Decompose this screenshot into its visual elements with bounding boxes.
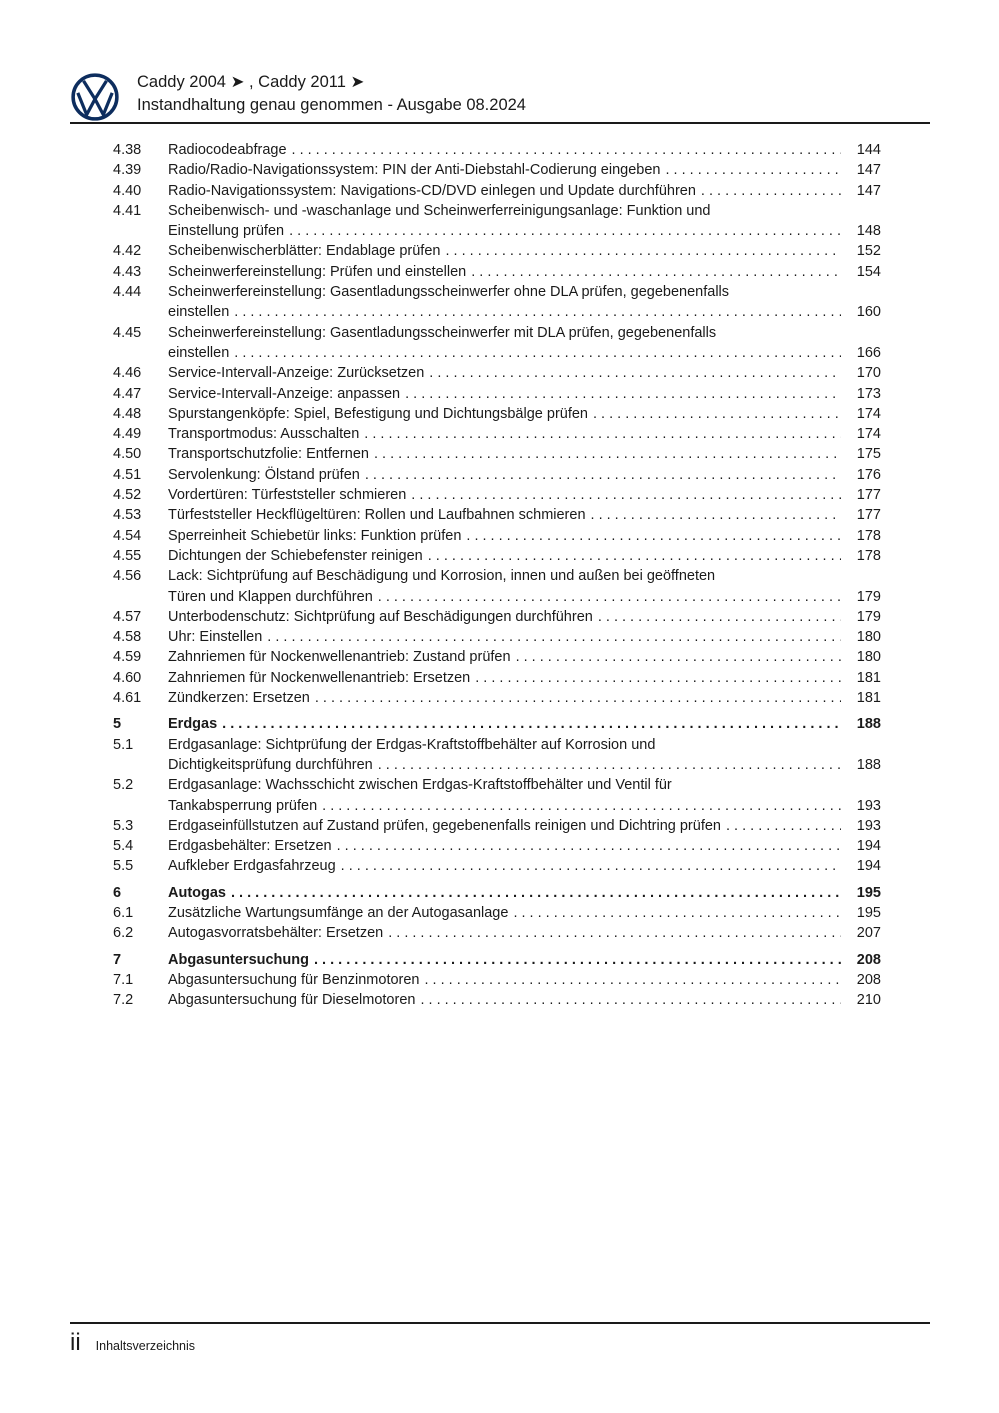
- dot-leader: [262, 627, 841, 647]
- toc-entry: [113, 140, 881, 160]
- dot-leader: [287, 140, 841, 160]
- toc-entry-lines: [168, 970, 881, 990]
- toc-entry-title: Erdgasanlage: Wachsschicht zwischen Erdgas-Kraftstoffbehälter und Ventil für: [168, 777, 672, 794]
- toc-entry-number: 4.54: [113, 527, 142, 544]
- toc-entry-number: 4.57: [113, 608, 142, 625]
- toc-entry-title: Abgasuntersuchung für Benzinmotoren: [168, 971, 420, 988]
- toc-entry-page: 178: [856, 527, 881, 544]
- dot-leader: [400, 384, 841, 404]
- toc-entry-page: 174: [856, 405, 881, 422]
- dot-leader: [332, 836, 841, 856]
- toc-entry: [113, 607, 881, 627]
- toc-entry-title: Radiocodeabfrage: [168, 142, 287, 158]
- toc-entry-lines: [168, 775, 881, 816]
- toc-entry-lines: [168, 836, 881, 856]
- toc-entry-title: Service-Intervall-Anzeige: Zurücksetzen: [168, 365, 425, 382]
- toc-entry-page: 173: [856, 385, 881, 402]
- toc-entry-number: 4.43: [113, 263, 142, 280]
- dot-leader: [229, 302, 841, 322]
- dot-leader: [229, 343, 841, 363]
- toc-entry: [113, 970, 881, 990]
- toc-entry-page: 178: [856, 547, 881, 564]
- header-model-line: Caddy 2004 ➤ , Caddy 2011 ➤: [137, 73, 365, 91]
- toc-entry-number: 4.59: [113, 649, 142, 666]
- toc-entry-lines: [168, 201, 881, 242]
- toc-entry-number: 5.2: [113, 777, 134, 794]
- toc-entry: [113, 903, 881, 923]
- toc-entry-page: 177: [856, 507, 881, 524]
- toc-entry-number: 4.56: [113, 568, 142, 585]
- toc-entry-number: 6: [113, 884, 122, 901]
- toc-entry-lines: [168, 903, 881, 923]
- toc-entry-page: 181: [856, 690, 881, 707]
- toc-entry-lines: [168, 282, 881, 323]
- toc-entry: [113, 816, 881, 836]
- toc-entry-title: Scheinwerfereinstellung: Gasentladungsscheinwerfer ohne DLA prüfen, gegebenenfalls: [168, 284, 730, 301]
- toc-entry-page: 144: [856, 142, 881, 158]
- toc-entry-page: 180: [856, 649, 881, 666]
- toc-entry-title: Erdgaseinfüllstutzen auf Zustand prüfen, gegebenenfalls reinigen und Dichtring prüfen: [168, 817, 721, 834]
- dot-leader: [440, 241, 841, 261]
- toc-entry: [113, 883, 881, 903]
- toc-entry: [113, 647, 881, 667]
- toc-entry-lines: [168, 505, 881, 525]
- toc-entry: [113, 688, 881, 708]
- toc-entry: [113, 160, 881, 180]
- toc-entry-title: Zahnriemen für Nockenwellenantrieb: Ersetzen: [168, 669, 471, 686]
- toc-entry: [113, 775, 881, 816]
- toc-entry-title: Scheinwerfereinstellung: Gasentladungsscheinwerfer mit DLA prüfen, gegebenenfalls: [168, 324, 717, 341]
- toc-entry: [113, 923, 881, 943]
- toc-entry: [113, 424, 881, 444]
- toc-entry-number: 4.55: [113, 547, 142, 564]
- toc-entry-number: 4.45: [113, 324, 142, 341]
- toc-entry-lines: [168, 566, 881, 607]
- toc-entry-number: 4.58: [113, 629, 142, 646]
- toc-entry-lines: [168, 181, 881, 201]
- toc-entry: [113, 566, 881, 607]
- toc-entry-page: 193: [856, 817, 881, 834]
- toc-entry-page: 188: [856, 716, 881, 733]
- toc-entry-number: 6.2: [113, 925, 134, 942]
- toc-entry: [113, 668, 881, 688]
- toc-entry-lines: [168, 714, 881, 734]
- toc-entry-lines: [168, 444, 881, 464]
- toc-entry-lines: [168, 384, 881, 404]
- toc-entry-page: 154: [856, 263, 881, 280]
- toc-entry-number: 6.1: [113, 904, 134, 921]
- vw-logo-icon: [70, 72, 120, 122]
- dot-leader: [511, 647, 841, 667]
- toc-entry-lines: [168, 546, 881, 566]
- footer-section-label: Inhaltsverzeichnis: [95, 1339, 196, 1353]
- header-divider: [70, 122, 930, 124]
- toc-entry-page: 194: [856, 858, 881, 875]
- toc-entry-page: 181: [856, 669, 881, 686]
- toc-entry-number: 4.41: [113, 202, 142, 219]
- toc-entry-title: Radio/Radio-Navigationssystem: PIN der Anti-Diebstahl-Codierung eingeben: [168, 162, 661, 179]
- toc-entry-number: 4.48: [113, 405, 142, 422]
- toc-entry-page: 170: [856, 365, 881, 382]
- toc-entry-lines: [168, 688, 881, 708]
- toc-entry-title: Lack: Sichtprüfung auf Beschädigung und Korrosion, innen und außen bei geöffneten: [168, 568, 716, 585]
- toc-entry-lines: [168, 668, 881, 688]
- toc-entry: [113, 384, 881, 404]
- toc-entry-title: Spurstangenköpfe: Spiel, Befestigung und Dichtungsbälge prüfen: [168, 405, 588, 422]
- toc-entry-page: 210: [856, 992, 881, 1009]
- toc-entry: [113, 444, 881, 464]
- toc-entry-number: 5.5: [113, 858, 134, 875]
- dot-leader: [359, 424, 841, 444]
- toc-entry: [113, 735, 881, 776]
- toc-entry-number: 4.46: [113, 365, 142, 382]
- toc-entry-number: 4.38: [113, 142, 142, 158]
- toc-entry-lines: [168, 485, 881, 505]
- toc-entry-lines: [168, 607, 881, 627]
- toc-entry: [113, 201, 881, 242]
- toc-entry-title: Erdgasbehälter: Ersetzen: [168, 838, 332, 855]
- toc-entry: [113, 950, 881, 970]
- dot-leader: [696, 181, 841, 201]
- toc-entry: [113, 282, 881, 323]
- toc-entry-lines: [168, 883, 881, 903]
- toc-entry-number: 4.51: [113, 466, 142, 483]
- toc-entry-title: Zündkerzen: Ersetzen: [168, 690, 310, 707]
- dot-leader: [420, 970, 842, 990]
- toc-entry-page: 179: [856, 608, 881, 625]
- toc-entry-title: Türfeststeller Heckflügeltüren: Rollen und Laufbahnen schmieren: [168, 507, 586, 524]
- toc-entry: [113, 546, 881, 566]
- toc-entry-page: 147: [856, 162, 881, 179]
- dot-leader: [360, 465, 841, 485]
- toc-entry-lines: [168, 950, 881, 970]
- toc-entry-number: 7.1: [113, 971, 134, 988]
- toc-entry: [113, 526, 881, 546]
- toc-entry-lines: [168, 323, 881, 364]
- toc-entry-title: Dichtigkeitsprüfung durchführen: [168, 756, 373, 773]
- toc-entry-title: Erdgasanlage: Sichtprüfung der Erdgas-Kraftstoffbehälter auf Korrosion und: [168, 736, 656, 753]
- toc-entry-title: Transportschutzfolie: Entfernen: [168, 446, 369, 463]
- toc-entry-lines: [168, 647, 881, 667]
- toc-entry: [113, 465, 881, 485]
- toc-entry-number: 4.42: [113, 243, 142, 260]
- toc-entry: [113, 836, 881, 856]
- dot-leader: [309, 950, 841, 970]
- dot-leader: [284, 221, 841, 241]
- dot-leader: [317, 796, 841, 816]
- page-header: [70, 71, 930, 122]
- toc-entry-title: Einstellung prüfen: [168, 223, 285, 240]
- toc-entry-page: 188: [856, 756, 881, 773]
- toc-entry-lines: [168, 160, 881, 180]
- header-text: [137, 71, 526, 117]
- toc-entry-lines: [168, 735, 881, 776]
- toc-entry: [113, 856, 881, 876]
- toc-entry-page: 208: [856, 951, 881, 968]
- dot-leader: [217, 714, 841, 734]
- toc-entry-number: 5: [113, 716, 122, 733]
- toc-entry: [113, 181, 881, 201]
- dot-leader: [466, 262, 841, 282]
- toc-entry-title: Scheibenwisch- und -waschanlage und Scheinwerferreinigungsanlage: Funktion und: [168, 202, 711, 219]
- toc-entry: [113, 363, 881, 383]
- toc-entry-page: 194: [856, 838, 881, 855]
- toc-entry-title: Aufkleber Erdgasfahrzeug: [168, 858, 336, 875]
- toc-entry-page: 208: [856, 971, 881, 988]
- toc-entry-number: 4.40: [113, 182, 142, 199]
- toc-entry-title: Zahnriemen für Nockenwellenantrieb: Zustand prüfen: [168, 649, 511, 666]
- toc-entry-title: Autogasvorratsbehälter: Ersetzen: [168, 925, 384, 942]
- toc-entry-number: 4.52: [113, 487, 142, 504]
- dot-leader: [593, 607, 841, 627]
- toc-entry-lines: [168, 990, 881, 1010]
- toc-entry: [113, 627, 881, 647]
- dot-leader: [470, 668, 841, 688]
- toc-entry-number: 4.53: [113, 507, 142, 524]
- dot-leader: [721, 816, 841, 836]
- toc-entry-title: Abgasuntersuchung: [168, 951, 309, 968]
- toc-entry: [113, 714, 881, 734]
- toc-entry-title: Transportmodus: Ausschalten: [168, 426, 360, 443]
- page-number: ii: [70, 1329, 81, 1356]
- toc-entry-page: 176: [856, 466, 881, 483]
- toc-entry-lines: [168, 140, 881, 160]
- toc-entry-lines: [168, 424, 881, 444]
- toc-entry-number: 4.49: [113, 426, 142, 443]
- toc-entry-page: 180: [856, 629, 881, 646]
- toc-entry-title: Scheinwerfereinstellung: Prüfen und einstellen: [168, 263, 467, 280]
- toc-entry-lines: [168, 816, 881, 836]
- toc-entry-title: Abgasuntersuchung für Dieselmotoren: [168, 992, 416, 1009]
- toc-entry-title: Tankabsperrung prüfen: [168, 797, 318, 814]
- toc-entry-page: 207: [856, 925, 881, 942]
- toc-entry-page: 147: [856, 182, 881, 199]
- toc-entry-page: 193: [856, 797, 881, 814]
- dot-leader: [336, 856, 841, 876]
- toc-entry: [113, 485, 881, 505]
- toc-entry-number: 5.1: [113, 736, 134, 753]
- footer-divider: [70, 1322, 930, 1324]
- toc-entry-title: Vordertüren: Türfeststeller schmieren: [168, 487, 407, 504]
- dot-leader: [373, 587, 841, 607]
- toc-entry-title: Erdgas: [168, 716, 218, 733]
- dot-leader: [226, 883, 841, 903]
- page-footer: [70, 1330, 930, 1356]
- toc-entry: [113, 262, 881, 282]
- table-of-contents: [113, 140, 881, 1010]
- toc-entry-number: 4.60: [113, 669, 142, 686]
- toc-entry-title: einstellen: [168, 304, 230, 321]
- toc-entry-page: 175: [856, 446, 881, 463]
- toc-entry-page: 152: [856, 243, 881, 260]
- toc-entry-page: 174: [856, 426, 881, 443]
- dot-leader: [588, 404, 841, 424]
- toc-entry-title: Türen und Klappen durchführen: [168, 588, 373, 605]
- toc-entry: [113, 241, 881, 261]
- toc-entry-lines: [168, 404, 881, 424]
- toc-entry-lines: [168, 627, 881, 647]
- toc-entry-number: 4.50: [113, 446, 142, 463]
- toc-entry-page: 177: [856, 487, 881, 504]
- toc-entry-number: 5.4: [113, 838, 134, 855]
- dot-leader: [383, 923, 841, 943]
- toc-entry-number: 4.39: [113, 162, 142, 179]
- toc-entry: [113, 323, 881, 364]
- toc-entry-page: 195: [856, 904, 881, 921]
- toc-entry-number: 4.47: [113, 385, 142, 402]
- dot-leader: [461, 526, 841, 546]
- toc-entry-title: Service-Intervall-Anzeige: anpassen: [168, 385, 401, 402]
- toc-entry: [113, 990, 881, 1010]
- toc-entry-lines: [168, 856, 881, 876]
- toc-entry-title: Sperreinheit Schiebetür links: Funktion prüfen: [168, 527, 462, 544]
- toc-entry-number: 4.61: [113, 690, 142, 707]
- toc-entry-page: 195: [856, 884, 881, 901]
- toc-entry-title: Servolenkung: Ölstand prüfen: [168, 466, 360, 483]
- toc-entry-lines: [168, 241, 881, 261]
- toc-entry-title: einstellen: [168, 344, 230, 361]
- toc-entry-number: 4.44: [113, 284, 142, 301]
- dot-leader: [310, 688, 841, 708]
- toc-entry-title: Scheibenwischerblätter: Endablage prüfen: [168, 243, 441, 260]
- toc-entry-number: 7: [113, 951, 122, 968]
- toc-entry-title: Unterbodenschutz: Sichtprüfung auf Beschädigungen durchführen: [168, 608, 593, 625]
- dot-leader: [406, 485, 841, 505]
- toc-entry-title: Autogas: [168, 884, 226, 901]
- dot-leader: [586, 505, 841, 525]
- dot-leader: [415, 990, 841, 1010]
- toc-entry-lines: [168, 526, 881, 546]
- toc-entry-number: 7.2: [113, 992, 134, 1009]
- toc-entry-lines: [168, 923, 881, 943]
- dot-leader: [373, 755, 841, 775]
- toc-entry-page: 166: [856, 344, 881, 361]
- toc-entry: [113, 505, 881, 525]
- dot-leader: [423, 546, 841, 566]
- header-subtitle: Instandhaltung genau genommen - Ausgabe 08.2024: [137, 96, 526, 114]
- toc-entry-page: 160: [856, 304, 881, 321]
- toc-entry-title: Zusätzliche Wartungsumfänge an der Autogasanlage: [168, 904, 509, 921]
- toc-entry-lines: [168, 465, 881, 485]
- toc-entry-title: Radio-Navigationssystem: Navigations-CD/DVD einlegen und Update durchführen: [168, 182, 696, 199]
- dot-leader: [508, 903, 841, 923]
- dot-leader: [424, 363, 841, 383]
- toc-entry-title: Uhr: Einstellen: [168, 629, 263, 646]
- toc-entry-title: Dichtungen der Schiebefenster reinigen: [168, 547, 423, 564]
- toc-entry-number: 5.3: [113, 817, 134, 834]
- toc-entry-lines: [168, 262, 881, 282]
- toc-entry: [113, 404, 881, 424]
- toc-entry-page: 148: [856, 223, 881, 240]
- toc-entry-lines: [168, 363, 881, 383]
- toc-entry-page: 179: [856, 588, 881, 605]
- dot-leader: [660, 160, 841, 180]
- dot-leader: [369, 444, 841, 464]
